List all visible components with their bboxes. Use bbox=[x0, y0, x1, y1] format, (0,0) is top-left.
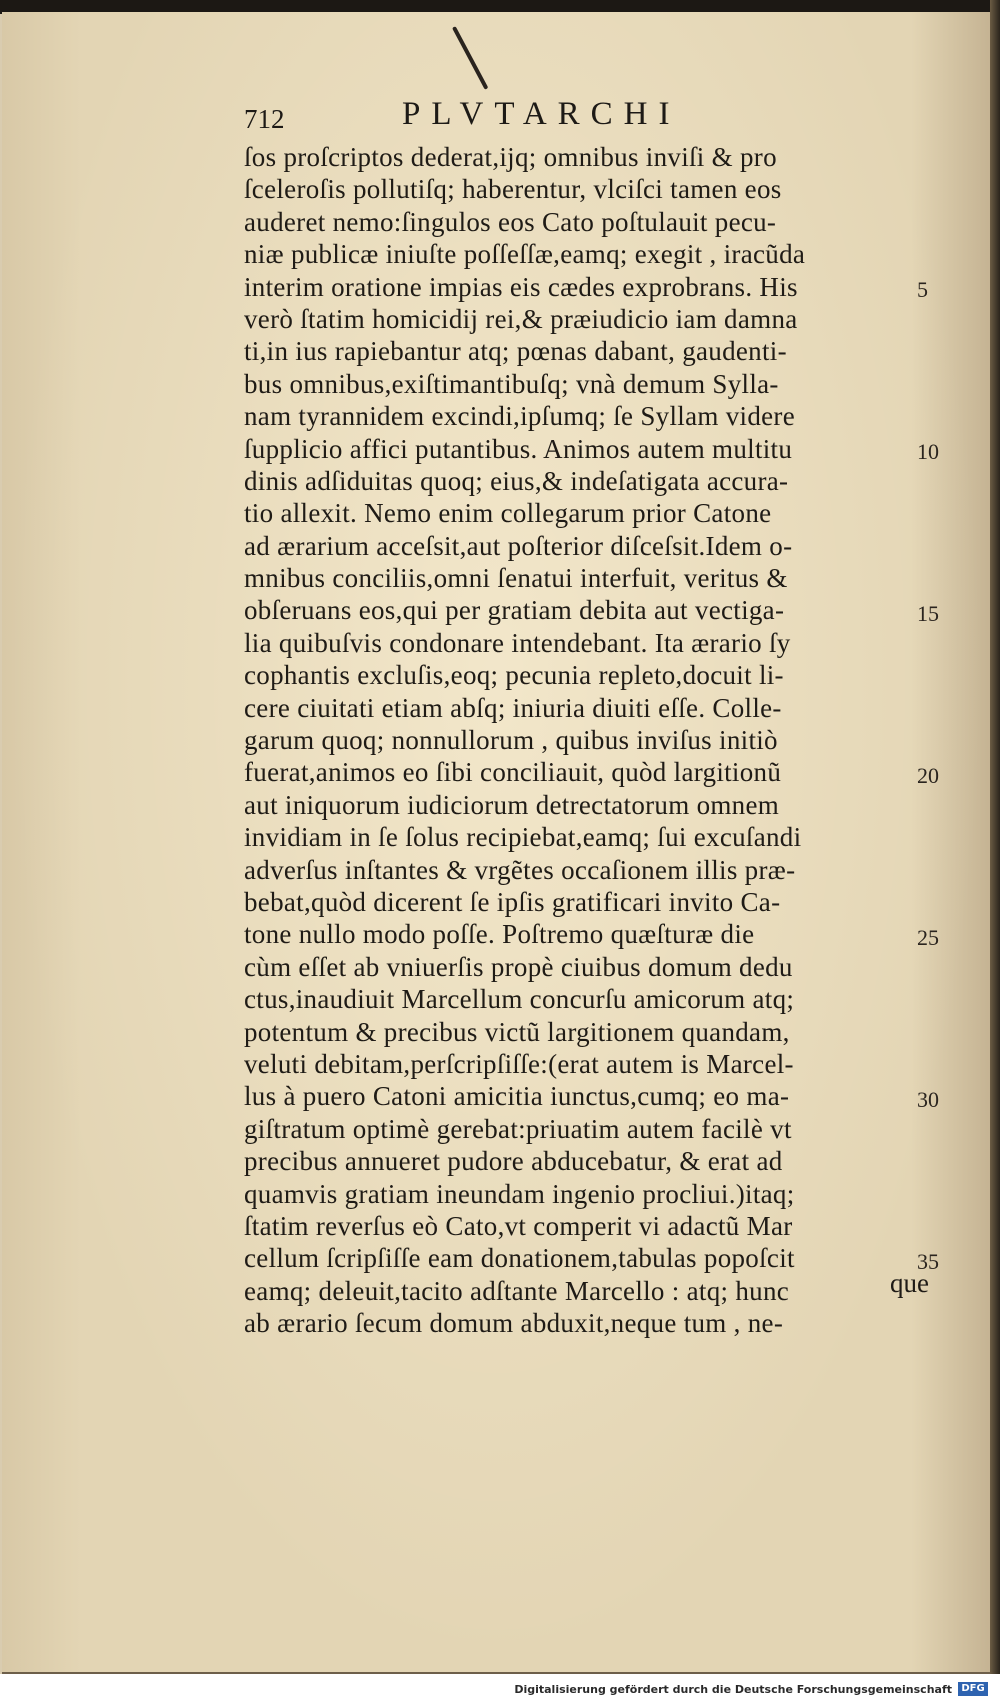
line-number: 35 bbox=[917, 1248, 939, 1274]
text-line: lia quibuſvis condonare intendebant. Ita ærario ſy bbox=[244, 627, 791, 658]
text-line: cùm eſſet ab vniuerſis propè ciuibus domum dedu bbox=[244, 951, 793, 982]
text-line: ſos proſcriptos dederat,ijq; omnibus inviſi & pro bbox=[244, 142, 777, 172]
text-line: cellum ſcripſiſſe eam donationem,tabulas popoſcit bbox=[244, 1243, 795, 1274]
text-line: bebat,quòd dicerent ſe ipſis gratificari invito Ca- bbox=[244, 886, 781, 917]
text-line: verò ſtatim homicidij rei,& præiudicio iam damna bbox=[244, 303, 798, 334]
text-line: ſtatim reverſus eò Cato,vt comperit vi adactũ Mar bbox=[244, 1210, 793, 1241]
text-line: bus omnibus,exiſtimantibuſq; vnà demum Sylla- bbox=[244, 368, 779, 399]
text-line: dinis adſiduitas quoq; eius,& indeſatigata accura- bbox=[244, 465, 789, 496]
text-line: cere ciuitati etiam abſq; iniuria diuiti eſſe. Colle- bbox=[244, 692, 782, 723]
line-number: 10 bbox=[917, 438, 939, 464]
scan-right-edge bbox=[990, 0, 1000, 1703]
text-line: tio allexit. Nemo enim collegarum prior Catone bbox=[244, 498, 772, 529]
text-line: ctus,inaudiuit Marcellum concurſu amicorum atq; bbox=[244, 984, 795, 1015]
text-line: ad ærarium acceſsit,aut poſterior diſceſsit.Idem o- bbox=[244, 530, 793, 561]
line-number: 30 bbox=[917, 1086, 939, 1112]
text-line: giſtratum optimè gerebat:priuatim autem facilè vt bbox=[244, 1113, 792, 1144]
line-number: 25 bbox=[917, 924, 939, 950]
page-number: 712 bbox=[244, 104, 285, 134]
text-line: ab ærario ſecum domum abduxit,neque tum , ne- bbox=[244, 1308, 784, 1339]
text-line: nam tyrannidem excindi,ipſumq; ſe Syllam videre bbox=[244, 401, 795, 432]
text-line: fuerat,animos eo ſibi conciliauit, quòd largitionũ bbox=[244, 757, 782, 788]
text-line: mnibus conciliis,omni ſenatui interfuit, veritus & bbox=[244, 563, 788, 594]
line-number: 15 bbox=[917, 600, 939, 626]
text-line: precibus annueret pudore abducebatur, & erat ad bbox=[244, 1146, 783, 1177]
catchword: que bbox=[890, 1268, 929, 1298]
text-line: eamq; deleuit,tacito adſtante Marcello : atq; hunc bbox=[244, 1275, 790, 1306]
text-line: interim oratione impias eis cædes exprobrans. His bbox=[244, 271, 798, 302]
text-line: ti,in ius rapiebantur atq; pœnas dabant, gaudenti- bbox=[244, 336, 787, 367]
line-number: 20 bbox=[917, 762, 939, 788]
text-line: niæ publicæ iniuſte poſſeſſæ,eamq; exegit , iracũda bbox=[244, 239, 806, 270]
text-line: veluti debitam,perſcripſiſſe:(erat autem is Marcel- bbox=[244, 1048, 794, 1079]
text-line: quamvis gratiam ineundam ingenio procliui.)itaq; bbox=[244, 1178, 795, 1209]
text-line: lus à puero Catoni amicitia iunctus,cumq; eo ma- bbox=[244, 1081, 790, 1112]
text-line: cophantis excluſis,eoq; pecunia repleto,docuit li- bbox=[244, 660, 784, 691]
digitization-credit: Digitalisierung gefördert durch die Deutsche Forschungsgemeinschaft bbox=[514, 1683, 952, 1696]
text-line: tone nullo modo poſſe. Poſtremo quæſturæ die bbox=[244, 919, 755, 950]
text-line: ſupplicio affici putantibus. Animos autem multitu bbox=[244, 433, 793, 464]
text-line: obſeruans eos,qui per gratiam debita aut vectiga- bbox=[244, 595, 785, 626]
text-line: adverſus inſtantes & vrgẽtes occaſionem illis præ- bbox=[244, 854, 796, 885]
body-text bbox=[244, 141, 884, 1339]
text-line: aut iniquorum iudiciorum detrectatorum omnem bbox=[244, 789, 780, 820]
text-line: auderet nemo:ſingulos eos Cato poſtulauit pecu- bbox=[244, 206, 777, 237]
text-line: garum quoq; nonnullorum , quibus inviſus initiò bbox=[244, 725, 778, 756]
text-line: ſceleroſis pollutiſq; haberentur, vlciſci tamen eos bbox=[244, 174, 782, 205]
running-head: PLVTARCHI bbox=[402, 96, 681, 132]
line-number: 5 bbox=[917, 276, 928, 302]
text-line: invidiam in ſe ſolus recipiebat,eamq; ſui excuſandi bbox=[244, 822, 802, 853]
text-line: potentum & precibus victũ largitionem quandam, bbox=[244, 1016, 790, 1047]
dfg-logo: DFG bbox=[958, 1682, 988, 1696]
